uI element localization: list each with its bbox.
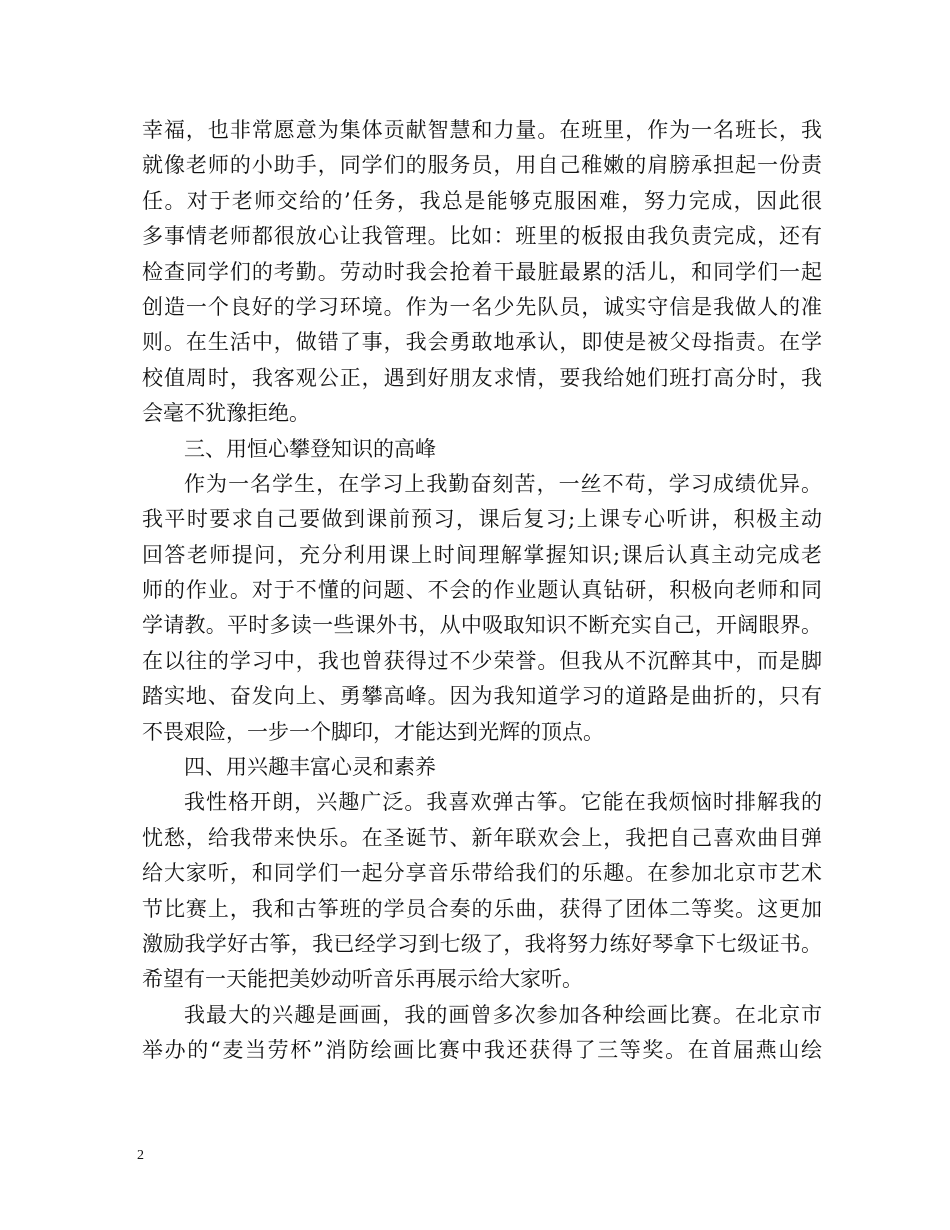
text-line: 就像老师的小助手，同学们的服务员，用自己稚嫩的肩膀承担起一份责 [142, 153, 822, 178]
text-line: 激励我学好古筝，我已经学习到七级了，我将努力练好琴拿下七级证书。 [142, 931, 822, 956]
text-line: 我最大的兴趣是画画，我的画曾多次参加各种绘画比赛。在北京市 [184, 1002, 822, 1027]
text-line: 则。在生活中，做错了事，我会勇敢地承认，即使是被父母指责。在学 [142, 330, 822, 355]
text-line: 回答老师提问，充分利用课上时间理解掌握知识;课后认真主动完成老 [142, 542, 822, 567]
section-heading: 三、用恒心攀登知识的高峰 [184, 436, 436, 461]
text-line: 会毫不犹豫拒绝。 [142, 401, 310, 426]
text-line: 给大家听，和同学们一起分享音乐带给我们的乐趣。在参加北京市艺术 [142, 861, 822, 886]
text-line: 检查同学们的考勤。劳动时我会抢着干最脏最累的活儿，和同学们一起 [142, 259, 822, 284]
text-line: 我平时要求自己要做到课前预习，课后复习;上课专心听讲，积极主动 [142, 507, 822, 532]
text-line: 作为一名学生，在学习上我勤奋刻苦，一丝不苟，学习成绩优异。 [184, 471, 822, 496]
text-line: 忧愁，给我带来快乐。在圣诞节、新年联欢会上，我把自己喜欢曲目弹 [142, 825, 822, 850]
section-heading: 四、用兴趣丰富心灵和素养 [184, 755, 436, 780]
text-line: 举办的“麦当劳杯”消防绘画比赛中我还获得了三等奖。在首届燕山绘 [142, 1038, 822, 1063]
text-line: 希望有一天能把美妙动听音乐再展示给大家听。 [142, 967, 583, 992]
text-line: 节比赛上，我和古筝班的学员合奏的乐曲，获得了团体二等奖。这更加 [142, 896, 822, 921]
text-line: 在以往的学习中，我也曾获得过不少荣誉。但我从不沉醉其中，而是脚 [142, 648, 822, 673]
text-line: 创造一个良好的学习环境。作为一名少先队员，诚实守信是我做人的准 [142, 294, 822, 319]
text-line: 我性格开朗，兴趣广泛。我喜欢弹古筝。它能在我烦恼时排解我的 [184, 790, 822, 815]
body-text [142, 113, 822, 1069]
text-line: 幸福，也非常愿意为集体贡献智慧和力量。在班里，作为一名班长，我 [142, 118, 822, 142]
text-line: 校值周时，我客观公正，遇到好朋友求情，要我给她们班打高分时，我 [142, 365, 822, 390]
text-line: 学请教。平时多读一些课外书，从中吸取知识不断充实自己，开阔眼界。 [142, 613, 822, 638]
text-line: 不畏艰险，一步一个脚印，才能达到光辉的顶点。 [142, 719, 604, 744]
text-line: 踏实地、奋发向上、勇攀高峰。因为我知道学习的道路是曲折的，只有 [142, 684, 822, 709]
text-line: 任。对于老师交给的’任务，我总是能够克服困难，努力完成，因此很 [142, 188, 822, 213]
page-number: 2 [137, 1148, 144, 1163]
text-line: 多事情老师都很放心让我管理。比如：班里的板报由我负责完成，还有 [142, 224, 822, 249]
text-line: 师的作业。对于不懂的问题、不会的作业题认真钻研，积极向老师和同 [142, 578, 822, 603]
